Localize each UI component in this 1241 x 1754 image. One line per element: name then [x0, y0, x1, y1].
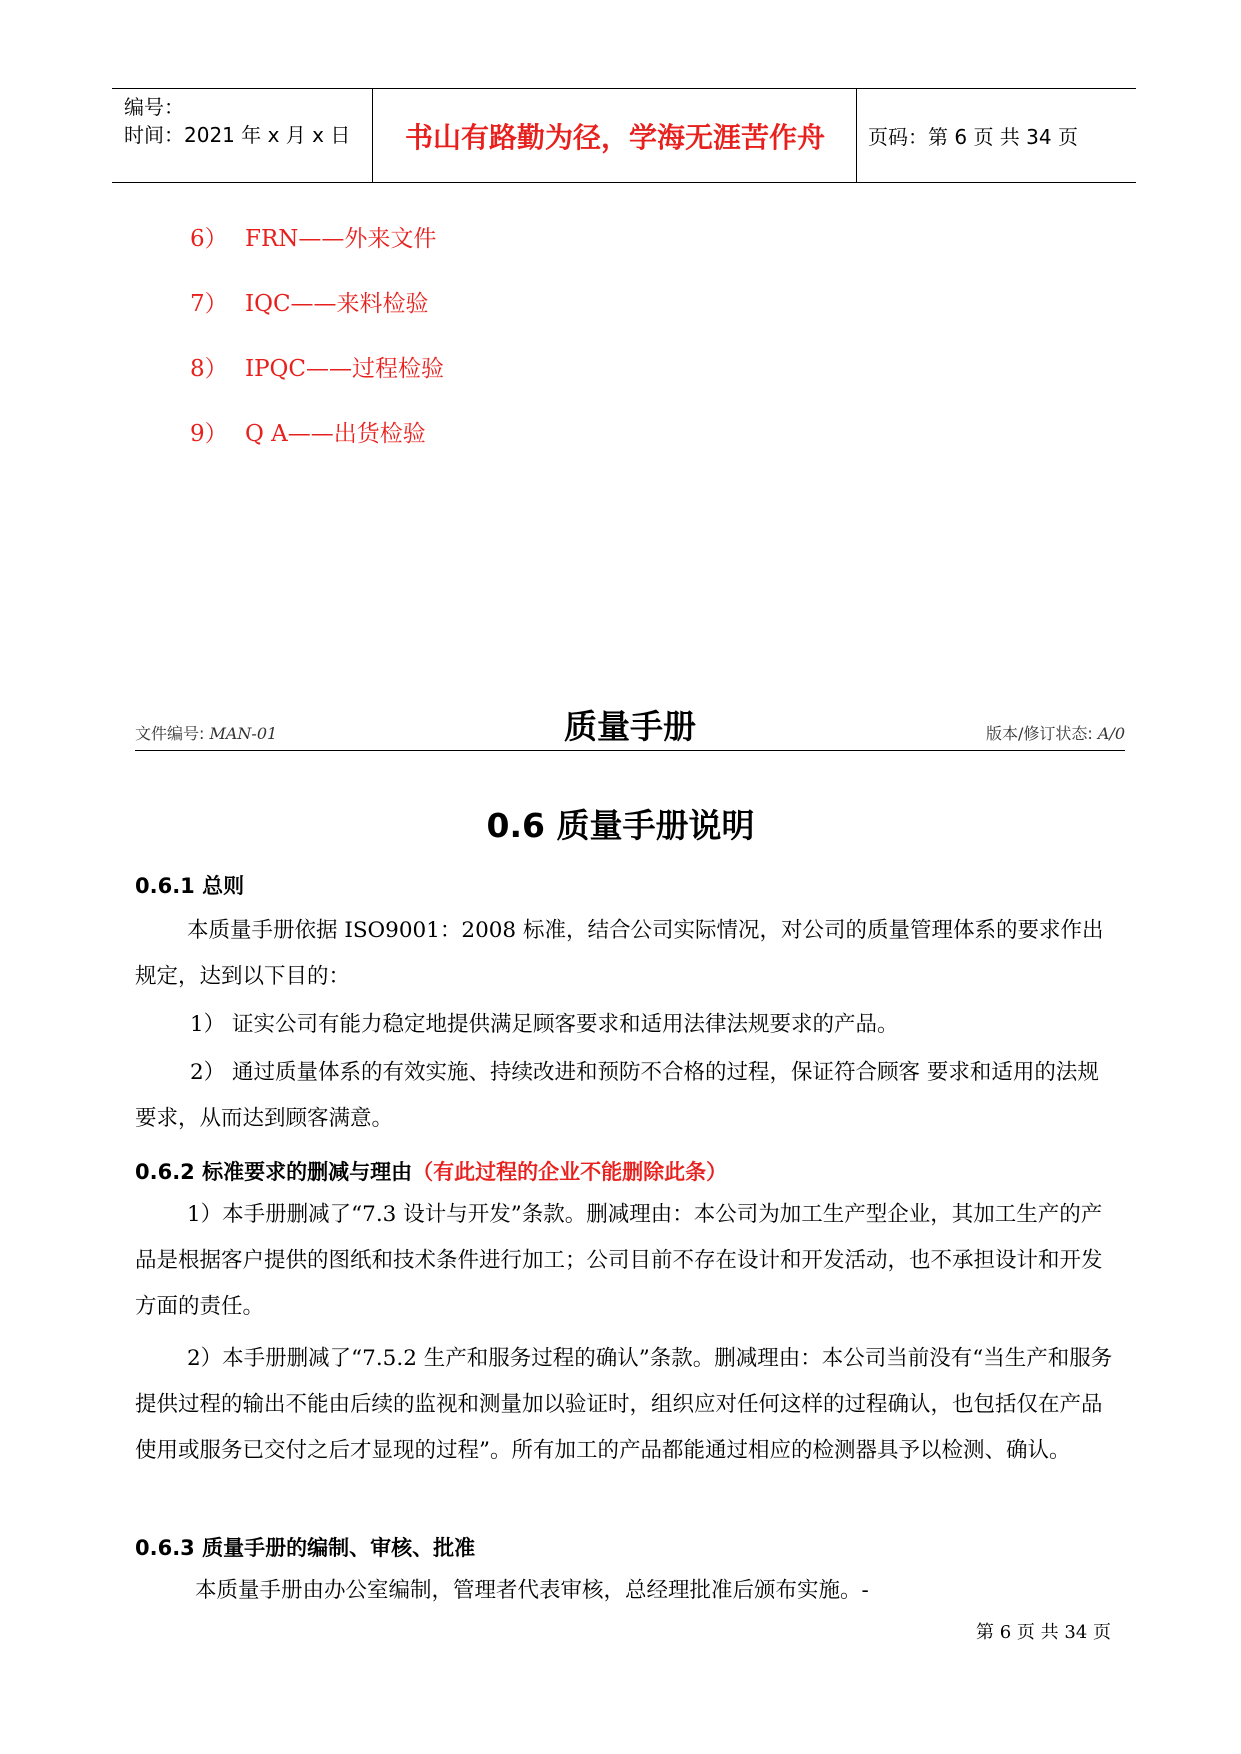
page-label: 页码：第 6 页 共 34 页	[868, 125, 1078, 149]
manual-title: 质量手册	[564, 707, 696, 746]
list-item-number: 6）	[190, 226, 228, 252]
paragraph: 本质量手册由办公室编制，管理者代表审核，总经理批准后颁布实施。-	[195, 1578, 869, 1603]
list-item	[190, 415, 444, 480]
header-meta	[124, 93, 350, 149]
list-item-number: 8）	[190, 356, 228, 382]
paragraph: 1） 证实公司有能力稳定地提供满足顾客要求和适用法律法规要求的产品。	[190, 1012, 899, 1037]
paragraph: 2） 通过质量体系的有效实施、持续改进和预防不合格的过程，保证符合顾客 要求和适用的法规要求，从而达到顾客满意。	[135, 1060, 1099, 1131]
version-label: 版本/修订状态:	[986, 724, 1098, 743]
section-heading-text: 0.6.2 标准要求的删减与理由	[135, 1160, 413, 1184]
version-value: A/0	[1097, 724, 1125, 743]
section-title: 0.6 质量手册说明	[486, 806, 755, 845]
list-item	[190, 220, 444, 285]
section-heading-note: （有此过程的企业不能删除此条）	[412, 1160, 728, 1184]
section-heading: 0.6.1 总则	[135, 874, 245, 898]
header-divider	[372, 89, 373, 182]
list-item-text: FRN——外来文件	[245, 226, 437, 252]
page-footer: 第 6 页 共 34 页	[976, 1622, 1111, 1643]
list-item	[190, 285, 444, 350]
list-item-number: 7）	[190, 291, 228, 317]
document-number-value: MAN-01	[209, 724, 278, 743]
date-label: 时间：2021 年 x 月 x 日	[124, 123, 351, 147]
list-item-text: IPQC——过程检验	[245, 356, 445, 382]
document-header	[112, 88, 1136, 183]
manual-header	[135, 700, 1125, 751]
abbreviation-list	[190, 220, 444, 480]
header-divider	[856, 89, 857, 182]
document-number-label: 文件编号:	[135, 724, 210, 743]
paragraph: 本质量手册依据 ISO9001：2008 标准，结合公司实际情况，对公司的质量管理体系的要求作出规定，达到以下目的：	[135, 918, 1104, 989]
section-heading: 0.6.3 质量手册的编制、审核、批准	[135, 1536, 476, 1560]
paragraph: 2）本手册删减了“7.5.2 生产和服务过程的确认”条款。删减理由：本公司当前没有“当生产和服务提供过程的输出不能由后续的监视和测量加以验证时，组织应对任何这样的过程确认，也包括仅在产品使用或服务已交付之后才显现的过程”。所有加工的产品都能通过相应的检测器具予以检测、确认。	[135, 1346, 1113, 1463]
list-item-text: IQC——来料检验	[245, 291, 429, 317]
list-item-text: Q A——出货检验	[245, 421, 426, 447]
motto: 书山有路勤为径，学海无涯苦作舟	[404, 120, 825, 154]
version-status	[986, 721, 1125, 744]
number-label: 编号：	[124, 95, 184, 119]
list-item	[190, 350, 444, 415]
section-heading	[135, 1156, 727, 1186]
list-item-number: 9）	[190, 421, 228, 447]
paragraph: 1）本手册删减了“7.3 设计与开发”条款。删减理由：本公司为加工生产型企业，其加工生产的产品是根据客户提供的图纸和技术条件进行加工；公司目前不存在设计和开发活动，也不承担设计和开发方面的责任。	[135, 1202, 1103, 1319]
